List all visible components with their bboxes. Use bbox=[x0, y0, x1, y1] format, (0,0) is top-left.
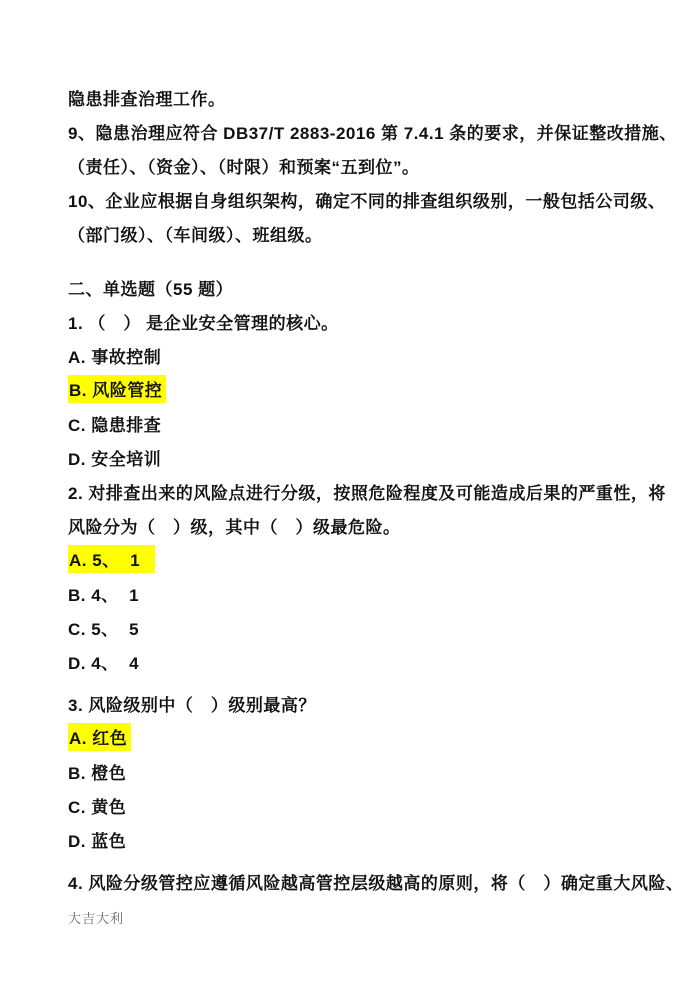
question-block bbox=[68, 304, 678, 474]
question-block bbox=[68, 474, 678, 678]
intro-line: 9、隐患治理应符合 DB37/T 2883-2016 第 7.4.1 条的要求，并保证整改措施、 bbox=[68, 123, 677, 143]
option-text: D. 4、 4 bbox=[68, 653, 140, 673]
option-text: A. 事故控制 bbox=[68, 347, 162, 367]
option-line bbox=[68, 788, 678, 822]
question-text-line: 风险分为（ ）级，其中（ ）级最危险。 bbox=[68, 517, 401, 537]
option-text: B. 橙色 bbox=[68, 763, 127, 783]
option-line bbox=[68, 610, 678, 644]
option-line bbox=[68, 338, 678, 372]
option-line bbox=[68, 822, 678, 856]
intro-line: 隐患排查治理工作。 bbox=[68, 89, 226, 109]
question-text-line: 3. 风险级别中（ ）级别最高？ bbox=[68, 695, 316, 715]
section-title: 二、单选题（55 题） bbox=[68, 279, 234, 299]
option-text: C. 5、 5 bbox=[68, 619, 140, 639]
option-line bbox=[68, 720, 678, 754]
question-text-line: 1. （ ） 是企业安全管理的核心。 bbox=[68, 313, 339, 333]
option-text: D. 安全培训 bbox=[68, 449, 162, 469]
option-line bbox=[68, 754, 678, 788]
document-body bbox=[68, 80, 684, 898]
option-answer-highlighted: A. 5、 1 bbox=[68, 545, 155, 573]
intro-line: 10、企业应根据自身组织架构，确定不同的排查组织级别，一般包括公司级、 bbox=[68, 191, 666, 211]
question-text-line: 4. 风险分级管控应遵循风险越高管控层级越高的原则，将（ ）确定重大风险、 bbox=[68, 873, 684, 893]
option-line bbox=[68, 372, 678, 406]
option-line bbox=[68, 644, 678, 678]
intro-block bbox=[68, 80, 678, 250]
question-text-line: 2. 对排查出来的风险点进行分级，按照危险程度及可能造成后果的严重性，将 bbox=[68, 483, 666, 503]
footer-text: 大吉大利 bbox=[68, 911, 125, 926]
question-block bbox=[68, 686, 678, 856]
option-line bbox=[68, 440, 678, 474]
intro-line: （责任）、（资金）、（时限）和预案“五到位”。 bbox=[68, 157, 420, 177]
option-answer-highlighted: A. 红色 bbox=[68, 723, 131, 751]
question-block bbox=[68, 864, 684, 898]
option-line bbox=[68, 406, 678, 440]
option-text: D. 蓝色 bbox=[68, 831, 127, 851]
option-text: C. 隐患排查 bbox=[68, 415, 162, 435]
option-line bbox=[68, 542, 678, 576]
intro-line: （部门级）、（车间级）、班组级。 bbox=[68, 225, 323, 245]
option-text: C. 黄色 bbox=[68, 797, 127, 817]
option-line bbox=[68, 576, 678, 610]
option-text: B. 4、 1 bbox=[68, 585, 140, 605]
option-answer-highlighted: B. 风险管控 bbox=[68, 375, 166, 403]
